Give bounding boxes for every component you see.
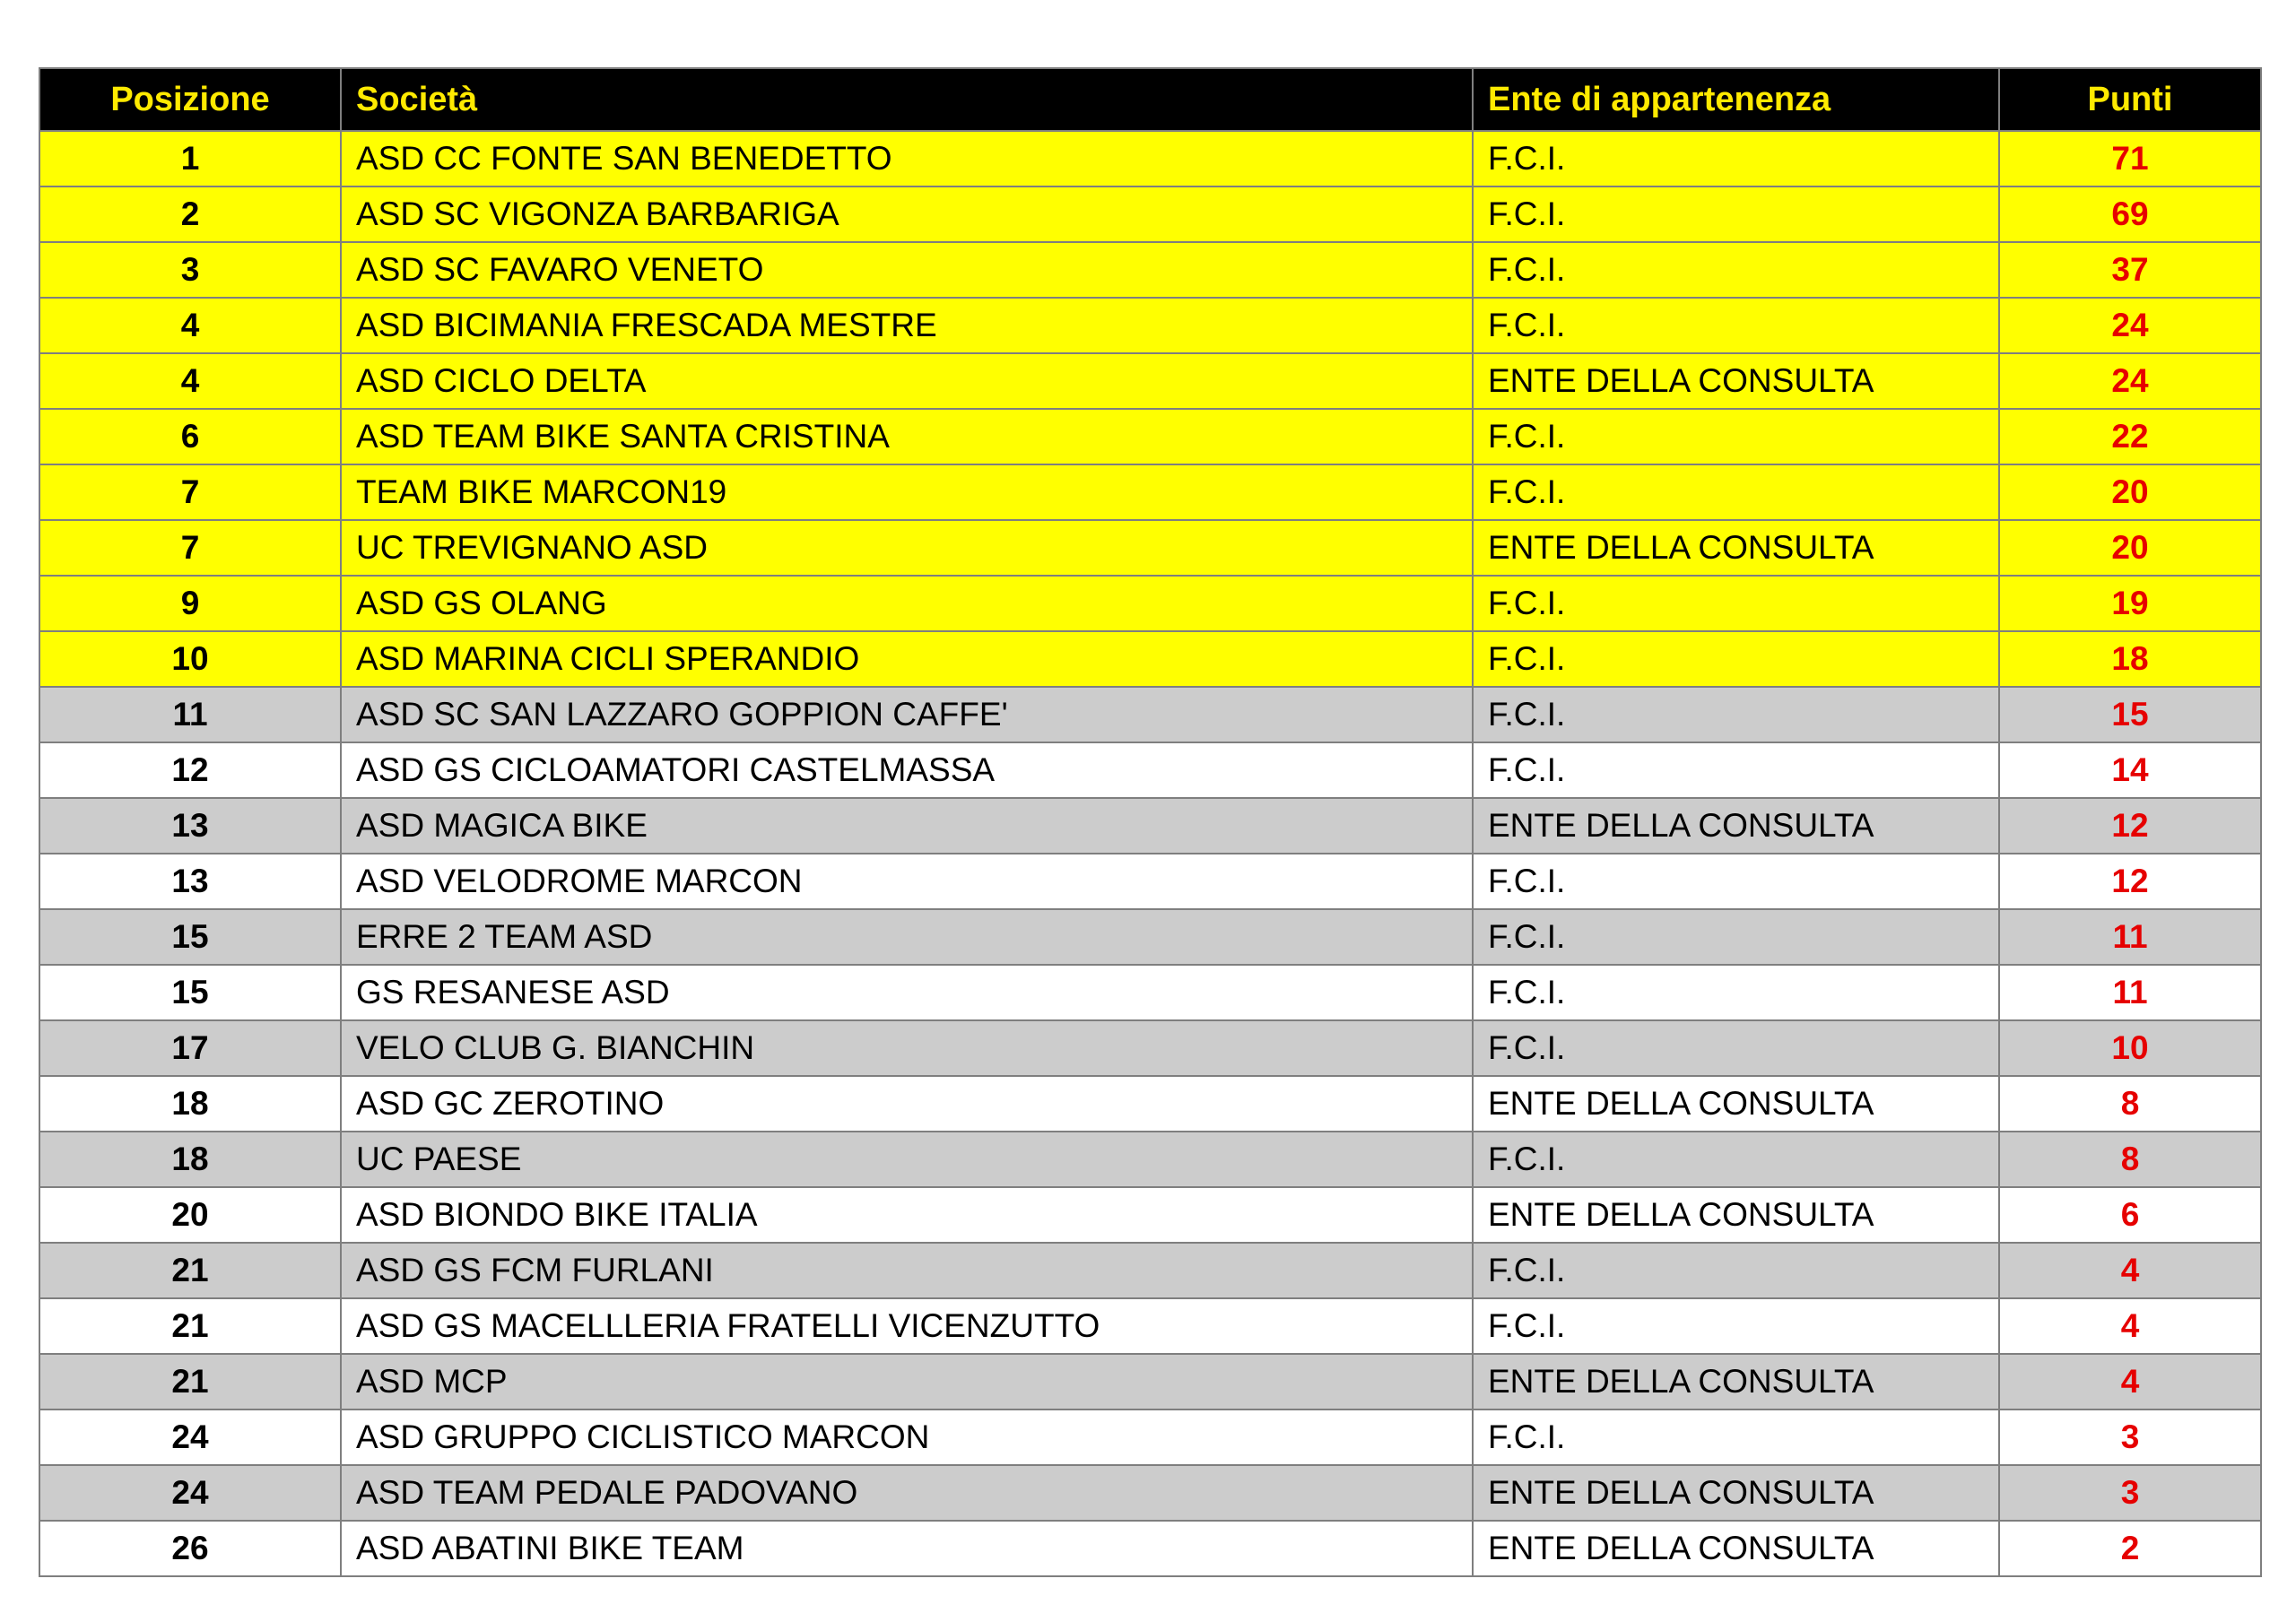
cell-ente: F.C.I. bbox=[1473, 909, 1999, 965]
cell-posizione: 26 bbox=[39, 1521, 341, 1576]
cell-posizione: 4 bbox=[39, 298, 341, 353]
cell-ente: ENTE DELLA CONSULTA bbox=[1473, 798, 1999, 854]
cell-ente: F.C.I. bbox=[1473, 186, 1999, 242]
table-row bbox=[39, 1409, 2261, 1465]
table-row bbox=[39, 687, 2261, 742]
table-row bbox=[39, 298, 2261, 353]
cell-societa: ERRE 2 TEAM ASD bbox=[341, 909, 1473, 965]
cell-ente: ENTE DELLA CONSULTA bbox=[1473, 520, 1999, 576]
cell-societa: ASD TEAM BIKE SANTA CRISTINA bbox=[341, 409, 1473, 464]
cell-ente: ENTE DELLA CONSULTA bbox=[1473, 1187, 1999, 1243]
table-row bbox=[39, 909, 2261, 965]
cell-punti: 69 bbox=[1999, 186, 2261, 242]
cell-societa: TEAM BIKE MARCON19 bbox=[341, 464, 1473, 520]
cell-posizione: 7 bbox=[39, 464, 341, 520]
cell-ente: ENTE DELLA CONSULTA bbox=[1473, 1354, 1999, 1409]
cell-posizione: 20 bbox=[39, 1187, 341, 1243]
cell-posizione: 11 bbox=[39, 687, 341, 742]
cell-societa: ASD GS MACELLLERIA FRATELLI VICENZUTTO bbox=[341, 1298, 1473, 1354]
cell-societa: ASD GS OLANG bbox=[341, 576, 1473, 631]
header-punti: Punti bbox=[1999, 68, 2261, 131]
table-row bbox=[39, 1465, 2261, 1521]
cell-societa: ASD BICIMANIA FRESCADA MESTRE bbox=[341, 298, 1473, 353]
cell-posizione: 4 bbox=[39, 353, 341, 409]
cell-punti: 4 bbox=[1999, 1354, 2261, 1409]
table-row bbox=[39, 131, 2261, 186]
cell-punti: 8 bbox=[1999, 1132, 2261, 1187]
cell-ente: F.C.I. bbox=[1473, 298, 1999, 353]
cell-societa: ASD SC FAVARO VENETO bbox=[341, 242, 1473, 298]
cell-ente: F.C.I. bbox=[1473, 742, 1999, 798]
cell-ente: ENTE DELLA CONSULTA bbox=[1473, 1521, 1999, 1576]
table-row bbox=[39, 1521, 2261, 1576]
cell-societa: ASD VELODROME MARCON bbox=[341, 854, 1473, 909]
cell-punti: 19 bbox=[1999, 576, 2261, 631]
cell-posizione: 17 bbox=[39, 1020, 341, 1076]
cell-posizione: 13 bbox=[39, 798, 341, 854]
cell-posizione: 3 bbox=[39, 242, 341, 298]
table-row bbox=[39, 965, 2261, 1020]
cell-punti: 20 bbox=[1999, 520, 2261, 576]
cell-punti: 15 bbox=[1999, 687, 2261, 742]
cell-punti: 11 bbox=[1999, 965, 2261, 1020]
cell-punti: 10 bbox=[1999, 1020, 2261, 1076]
cell-ente: F.C.I. bbox=[1473, 1132, 1999, 1187]
cell-societa: ASD SC VIGONZA BARBARIGA bbox=[341, 186, 1473, 242]
cell-ente: F.C.I. bbox=[1473, 1020, 1999, 1076]
table-row bbox=[39, 520, 2261, 576]
cell-ente: ENTE DELLA CONSULTA bbox=[1473, 1076, 1999, 1132]
cell-posizione: 21 bbox=[39, 1298, 341, 1354]
cell-ente: F.C.I. bbox=[1473, 1243, 1999, 1298]
table-row bbox=[39, 186, 2261, 242]
cell-ente: F.C.I. bbox=[1473, 1409, 1999, 1465]
cell-societa: ASD BIONDO BIKE ITALIA bbox=[341, 1187, 1473, 1243]
ranking-table bbox=[39, 67, 2262, 1577]
cell-punti: 20 bbox=[1999, 464, 2261, 520]
cell-ente: F.C.I. bbox=[1473, 1298, 1999, 1354]
table-row bbox=[39, 1298, 2261, 1354]
cell-posizione: 21 bbox=[39, 1354, 341, 1409]
cell-posizione: 7 bbox=[39, 520, 341, 576]
cell-ente: ENTE DELLA CONSULTA bbox=[1473, 1465, 1999, 1521]
cell-punti: 22 bbox=[1999, 409, 2261, 464]
table-row bbox=[39, 353, 2261, 409]
header-posizione: Posizione bbox=[39, 68, 341, 131]
cell-punti: 24 bbox=[1999, 353, 2261, 409]
cell-ente: F.C.I. bbox=[1473, 576, 1999, 631]
cell-posizione: 10 bbox=[39, 631, 341, 687]
cell-punti: 3 bbox=[1999, 1465, 2261, 1521]
cell-punti: 2 bbox=[1999, 1521, 2261, 1576]
cell-posizione: 9 bbox=[39, 576, 341, 631]
cell-punti: 4 bbox=[1999, 1298, 2261, 1354]
cell-posizione: 18 bbox=[39, 1132, 341, 1187]
cell-punti: 12 bbox=[1999, 798, 2261, 854]
cell-ente: F.C.I. bbox=[1473, 854, 1999, 909]
table-row bbox=[39, 464, 2261, 520]
cell-posizione: 24 bbox=[39, 1465, 341, 1521]
table-row bbox=[39, 1187, 2261, 1243]
cell-punti: 37 bbox=[1999, 242, 2261, 298]
cell-societa: ASD MCP bbox=[341, 1354, 1473, 1409]
cell-ente: F.C.I. bbox=[1473, 687, 1999, 742]
cell-punti: 4 bbox=[1999, 1243, 2261, 1298]
table-header-row bbox=[39, 68, 2261, 131]
table-row bbox=[39, 409, 2261, 464]
cell-ente: F.C.I. bbox=[1473, 131, 1999, 186]
cell-societa: ASD ABATINI BIKE TEAM bbox=[341, 1521, 1473, 1576]
table-row bbox=[39, 242, 2261, 298]
cell-societa: ASD TEAM PEDALE PADOVANO bbox=[341, 1465, 1473, 1521]
cell-societa: ASD CC FONTE SAN BENEDETTO bbox=[341, 131, 1473, 186]
cell-societa: ASD CICLO DELTA bbox=[341, 353, 1473, 409]
cell-posizione: 15 bbox=[39, 965, 341, 1020]
cell-societa: UC PAESE bbox=[341, 1132, 1473, 1187]
cell-punti: 18 bbox=[1999, 631, 2261, 687]
cell-ente: F.C.I. bbox=[1473, 464, 1999, 520]
cell-posizione: 1 bbox=[39, 131, 341, 186]
cell-societa: VELO CLUB G. BIANCHIN bbox=[341, 1020, 1473, 1076]
cell-posizione: 15 bbox=[39, 909, 341, 965]
table-row bbox=[39, 631, 2261, 687]
table-row bbox=[39, 854, 2261, 909]
cell-posizione: 6 bbox=[39, 409, 341, 464]
cell-punti: 3 bbox=[1999, 1409, 2261, 1465]
cell-ente: F.C.I. bbox=[1473, 965, 1999, 1020]
cell-societa: UC TREVIGNANO ASD bbox=[341, 520, 1473, 576]
cell-punti: 11 bbox=[1999, 909, 2261, 965]
header-societa: Società bbox=[341, 68, 1473, 131]
cell-societa: ASD GRUPPO CICLISTICO MARCON bbox=[341, 1409, 1473, 1465]
cell-posizione: 18 bbox=[39, 1076, 341, 1132]
cell-posizione: 21 bbox=[39, 1243, 341, 1298]
cell-societa: ASD SC SAN LAZZARO GOPPION CAFFE' bbox=[341, 687, 1473, 742]
table-row bbox=[39, 1132, 2261, 1187]
cell-ente: F.C.I. bbox=[1473, 631, 1999, 687]
cell-punti: 6 bbox=[1999, 1187, 2261, 1243]
cell-posizione: 2 bbox=[39, 186, 341, 242]
table-row bbox=[39, 1020, 2261, 1076]
cell-societa: ASD MARINA CICLI SPERANDIO bbox=[341, 631, 1473, 687]
table-row bbox=[39, 798, 2261, 854]
cell-posizione: 12 bbox=[39, 742, 341, 798]
cell-societa: ASD MAGICA BIKE bbox=[341, 798, 1473, 854]
cell-ente: F.C.I. bbox=[1473, 242, 1999, 298]
cell-punti: 14 bbox=[1999, 742, 2261, 798]
cell-societa: ASD GS FCM FURLANI bbox=[341, 1243, 1473, 1298]
table-row bbox=[39, 1076, 2261, 1132]
cell-ente: ENTE DELLA CONSULTA bbox=[1473, 353, 1999, 409]
table-row bbox=[39, 1354, 2261, 1409]
cell-punti: 71 bbox=[1999, 131, 2261, 186]
cell-punti: 24 bbox=[1999, 298, 2261, 353]
cell-posizione: 24 bbox=[39, 1409, 341, 1465]
cell-ente: F.C.I. bbox=[1473, 409, 1999, 464]
header-ente: Ente di appartenenza bbox=[1473, 68, 1999, 131]
cell-posizione: 13 bbox=[39, 854, 341, 909]
table-body bbox=[39, 131, 2261, 1576]
table-row bbox=[39, 1243, 2261, 1298]
cell-societa: ASD GC ZEROTINO bbox=[341, 1076, 1473, 1132]
cell-punti: 12 bbox=[1999, 854, 2261, 909]
cell-societa: ASD GS CICLOAMATORI CASTELMASSA bbox=[341, 742, 1473, 798]
cell-societa: GS RESANESE ASD bbox=[341, 965, 1473, 1020]
cell-punti: 8 bbox=[1999, 1076, 2261, 1132]
table-row bbox=[39, 742, 2261, 798]
table-row bbox=[39, 576, 2261, 631]
